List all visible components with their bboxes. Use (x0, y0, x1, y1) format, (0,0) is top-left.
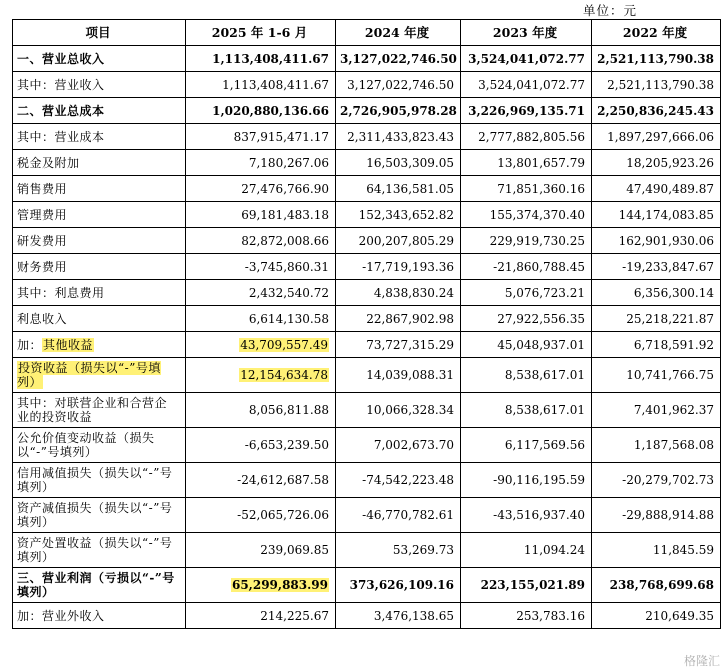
cell-value: 45,048,937.01 (461, 332, 592, 358)
table-row (13, 498, 721, 533)
cell-value: 3,476,138.65 (336, 603, 461, 629)
table-row (13, 254, 721, 280)
row-label: 利息收入 (13, 306, 186, 332)
table-row (13, 72, 721, 98)
cell-value: 6,614,130.58 (186, 306, 336, 332)
cell-value: 2,777,882,805.56 (461, 124, 592, 150)
cell-value: 14,039,088.31 (336, 358, 461, 393)
table-row (13, 533, 721, 568)
header-2022: 2022 年度 (592, 20, 721, 46)
cell-value: 73,727,315.29 (336, 332, 461, 358)
table-row (13, 202, 721, 228)
cell-value: 200,207,805.29 (336, 228, 461, 254)
unit-label: 单位：元 (583, 3, 638, 18)
row-label: 税金及附加 (13, 150, 186, 176)
cell-value: 16,503,309.05 (336, 150, 461, 176)
cell-value (186, 568, 336, 603)
cell-value: 13,801,657.79 (461, 150, 592, 176)
cell-value: 2,432,540.72 (186, 280, 336, 306)
row-label (13, 332, 186, 358)
cell-value: 64,136,581.05 (336, 176, 461, 202)
cell-value: 239,069.85 (186, 533, 336, 568)
header-2024: 2024 年度 (336, 20, 461, 46)
cell-value: 238,768,699.68 (592, 568, 721, 603)
cell-value: 1,113,408,411.67 (186, 72, 336, 98)
highlighted-value: 12,154,634.78 (240, 368, 328, 382)
table-row (13, 603, 721, 629)
highlighted-label: 其他收益 (43, 337, 94, 352)
table-row (13, 280, 721, 306)
header-2023: 2023 年度 (461, 20, 592, 46)
cell-value: 6,718,591.92 (592, 332, 721, 358)
cell-value: 27,476,766.90 (186, 176, 336, 202)
table-row (13, 306, 721, 332)
cell-value: -24,612,687.58 (186, 463, 336, 498)
header-item: 项目 (13, 20, 186, 46)
cell-value: 214,225.67 (186, 603, 336, 629)
cell-value: 8,056,811.88 (186, 393, 336, 428)
cell-value (186, 358, 336, 393)
cell-value: 27,922,556.35 (461, 306, 592, 332)
cell-value: 229,919,730.25 (461, 228, 592, 254)
cell-value: -29,888,914.88 (592, 498, 721, 533)
table-row (13, 332, 721, 358)
highlighted-label: 投资收益（损失以“-”号填列） (17, 361, 161, 389)
cell-value: 3,524,041,072.77 (461, 72, 592, 98)
cell-value: 5,076,723.21 (461, 280, 592, 306)
row-label: 管理费用 (13, 202, 186, 228)
row-label: 资产减值损失（损失以“-”号填列） (13, 498, 186, 533)
cell-value: 2,726,905,978.28 (336, 98, 461, 124)
cell-value: 82,872,008.66 (186, 228, 336, 254)
cell-value: -6,653,239.50 (186, 428, 336, 463)
row-label: 资产处置收益（损失以“-”号填列） (13, 533, 186, 568)
cell-value: 2,311,433,823.43 (336, 124, 461, 150)
cell-value: 69,181,483.18 (186, 202, 336, 228)
table-row (13, 124, 721, 150)
cell-value: 53,269.73 (336, 533, 461, 568)
watermark-logo: 格隆汇 (683, 654, 720, 668)
cell-value: -43,516,937.40 (461, 498, 592, 533)
cell-value: 2,521,113,790.38 (592, 46, 721, 72)
cell-value: 837,915,471.17 (186, 124, 336, 150)
row-label: 一、营业总收入 (13, 46, 186, 72)
table-row (13, 228, 721, 254)
highlighted-value: 43,709,557.49 (240, 337, 328, 352)
cell-value: 3,226,969,135.71 (461, 98, 592, 124)
cell-value: 10,066,328.34 (336, 393, 461, 428)
cell-value: -52,065,726.06 (186, 498, 336, 533)
row-label: 财务费用 (13, 254, 186, 280)
cell-value: 6,117,569.56 (461, 428, 592, 463)
cell-value: -19,233,847.67 (592, 254, 721, 280)
cell-value: 1,020,880,136.66 (186, 98, 336, 124)
header-row (13, 20, 721, 46)
cell-value: 155,374,370.40 (461, 202, 592, 228)
cell-value: 144,174,083.85 (592, 202, 721, 228)
cell-value: 162,901,930.06 (592, 228, 721, 254)
cell-value: 3,127,022,746.50 (336, 72, 461, 98)
row-label: 其中：营业收入 (13, 72, 186, 98)
cell-value: 6,356,300.14 (592, 280, 721, 306)
cell-value: 1,897,297,666.06 (592, 124, 721, 150)
cell-value: 11,094.24 (461, 533, 592, 568)
row-label: 销售费用 (13, 176, 186, 202)
table-row (13, 176, 721, 202)
table-row (13, 358, 721, 393)
row-label: 其中：营业成本 (13, 124, 186, 150)
row-label: 二、营业总成本 (13, 98, 186, 124)
cell-value: 8,538,617.01 (461, 393, 592, 428)
cell-value (186, 332, 336, 358)
row-label-prefix: 加： (17, 337, 43, 352)
cell-value: 18,205,923.26 (592, 150, 721, 176)
row-label: 信用减值损失（损失以“-”号填列） (13, 463, 186, 498)
income-statement-table (12, 19, 721, 629)
cell-value: 223,155,021.89 (461, 568, 592, 603)
table-row (13, 46, 721, 72)
cell-value: 253,783.16 (461, 603, 592, 629)
table-row (13, 98, 721, 124)
cell-value: 8,538,617.01 (461, 358, 592, 393)
cell-value: 7,401,962.37 (592, 393, 721, 428)
cell-value: -46,770,782.61 (336, 498, 461, 533)
row-label: 其中：对联营企业和合营企业的投资收益 (13, 393, 186, 428)
cell-value: 152,343,652.82 (336, 202, 461, 228)
row-label: 公允价值变动收益（损失以“-”号填列） (13, 428, 186, 463)
cell-value: 3,127,022,746.50 (336, 46, 461, 72)
cell-value: 2,521,113,790.38 (592, 72, 721, 98)
cell-value: -21,860,788.45 (461, 254, 592, 280)
row-label: 三、营业利润（亏损以“-”号填列） (13, 568, 186, 603)
cell-value: 4,838,830.24 (336, 280, 461, 306)
table-row (13, 463, 721, 498)
cell-value: -74,542,223.48 (336, 463, 461, 498)
cell-value: 1,187,568.08 (592, 428, 721, 463)
cell-value: 210,649.35 (592, 603, 721, 629)
row-label: 加：营业外收入 (13, 603, 186, 629)
row-label: 其中：利息费用 (13, 280, 186, 306)
cell-value: -3,745,860.31 (186, 254, 336, 280)
row-label: 研发费用 (13, 228, 186, 254)
cell-value: 10,741,766.75 (592, 358, 721, 393)
cell-value: 7,180,267.06 (186, 150, 336, 176)
cell-value: 25,218,221.87 (592, 306, 721, 332)
cell-value: 7,002,673.70 (336, 428, 461, 463)
cell-value: 11,845.59 (592, 533, 721, 568)
table-row (13, 428, 721, 463)
table-row (13, 393, 721, 428)
row-label (13, 358, 186, 393)
cell-value: 71,851,360.16 (461, 176, 592, 202)
cell-value: -90,116,195.59 (461, 463, 592, 498)
cell-value: -20,279,702.73 (592, 463, 721, 498)
cell-value: 1,113,408,411.67 (186, 46, 336, 72)
table-row (13, 150, 721, 176)
header-2025h1: 2025 年 1-6 月 (186, 20, 336, 46)
cell-value: 3,524,041,072.77 (461, 46, 592, 72)
cell-value: -17,719,193.36 (336, 254, 461, 280)
cell-value: 47,490,489.87 (592, 176, 721, 202)
cell-value: 373,626,109.16 (336, 568, 461, 603)
cell-value: 2,250,836,245.43 (592, 98, 721, 124)
table-row (13, 568, 721, 603)
cell-value: 22,867,902.98 (336, 306, 461, 332)
highlighted-value: 65,299,883.99 (231, 578, 328, 592)
